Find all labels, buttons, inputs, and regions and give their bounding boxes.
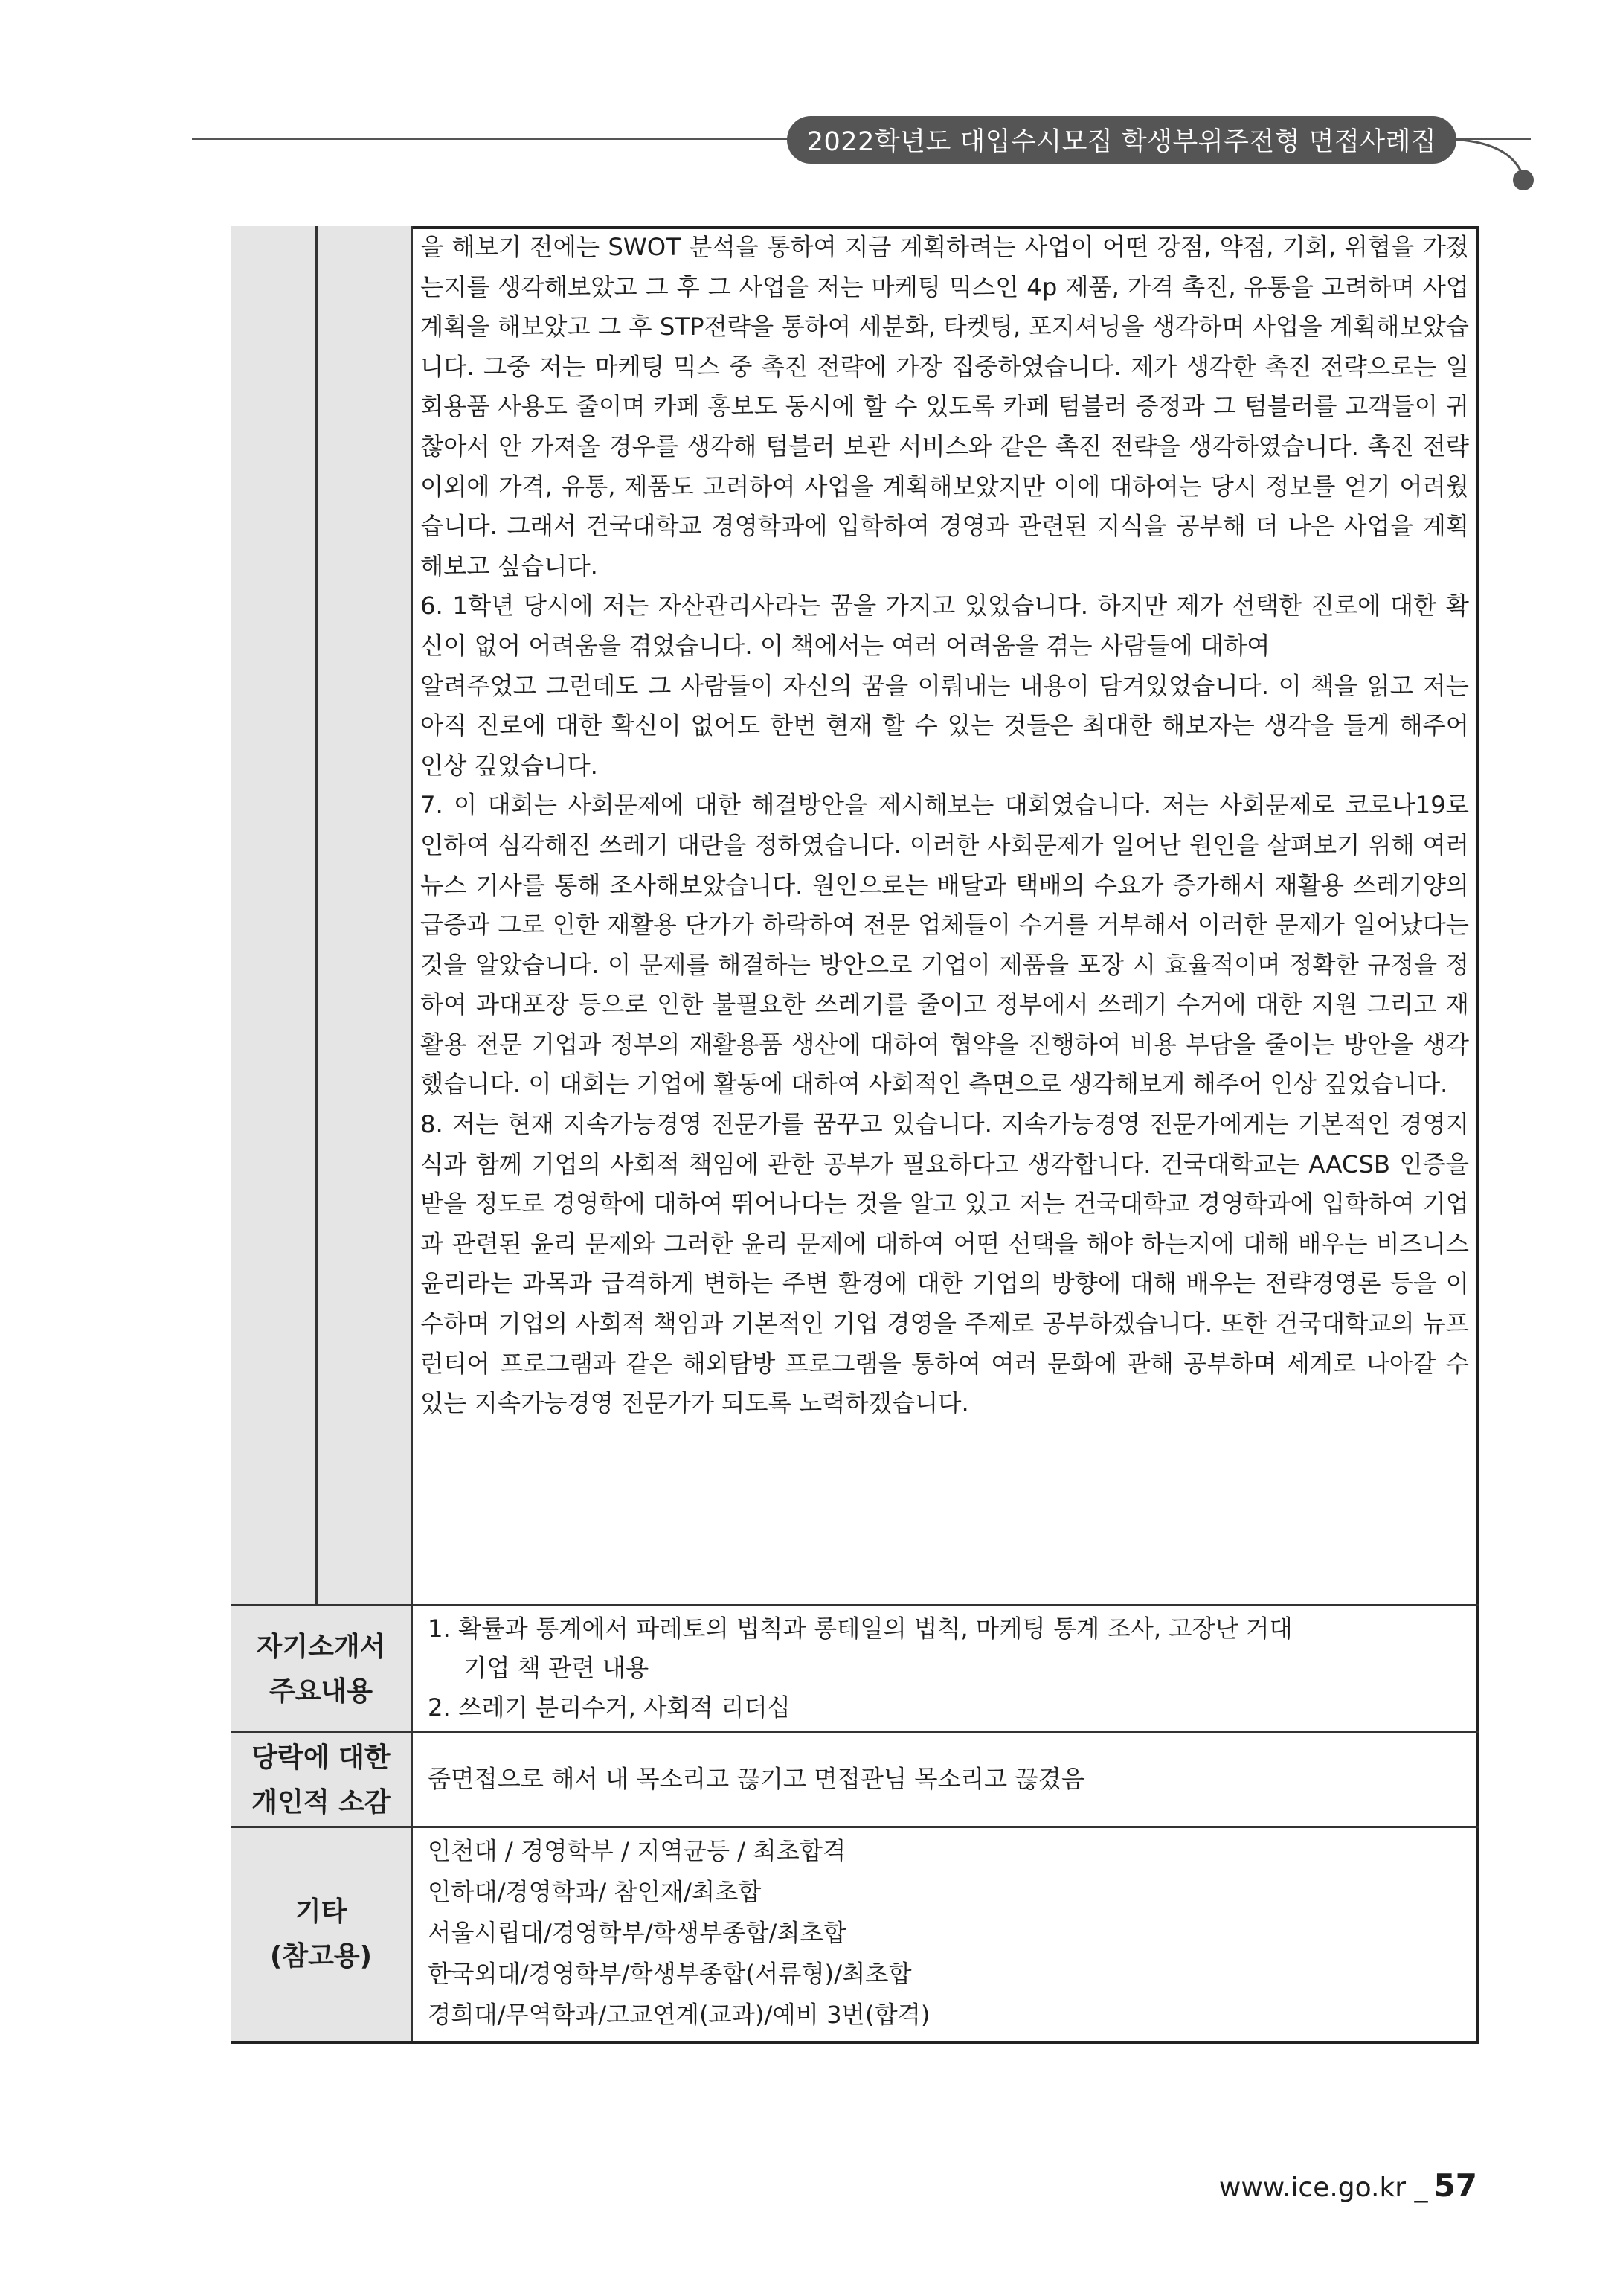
opinion-text: 줌면접으로 해서 내 목소리고 끊기고 면접관님 목소리고 끊겼음 (428, 1765, 1085, 1793)
self-intro-label (231, 1604, 413, 1732)
other-line: 인천대 / 경영학부 / 지역균등 / 최초합격 (428, 1837, 846, 1865)
answer-paragraph: 알려주었고 그런데도 그 사람들이 자신의 꿈을 이뤄내는 내용이 담겨있었습니다. 이 책을 읽고 저는 아직 진로에 대한 확신이 없어도 한번 현재 할 수 있는 것들은 최대한 해보자는 생각을 들게 해주어 인상 깊었습니다. (420, 671, 1469, 780)
other-content (428, 1831, 930, 2036)
answer-paragraph: 7. 이 대회는 사회문제에 대한 해결방안을 제시해보는 대회였습니다. 저는 사회문제로 코로나19로 인하여 심각해진 쓰레기 대란을 정하였습니다. 이러한 사회문제가 일어난 원인을 살펴보기 위해 여러 뉴스 기사를 통해 조사해보았습니다. 원인으로는 배달과 택배의 수요가 증가해서 재활용 쓰레기양의 급증과 그로 인한 재활용 단가가 하락하여 전문 업체들이 수거를 거부해서 이러한 문제가 일어났다는 것을 알았습니다. 이 문제를 해결하는 방안으로 기업이 제품을 포장 시 효율적이며 정확한 규정을 정하여 과대포장 등으로 인한 불필요한 쓰레기를 줄이고 정부에서 쓰레기 수거에 대한 지원 그리고 재활용 전문 기업과 정부의 재활용품 생산에 대하여 협약을 진행하여 비용 부담을 줄이는 방안을 생각했습니다. 이 대회는 기업에 활동에 대하여 사회적인 측면으로 생각해보게 해주어 인상 깊었습니다. (420, 791, 1469, 1099)
other-label-line2: (참고용) (269, 1941, 373, 1972)
opinion-label (231, 1731, 413, 1827)
opinion-label-line2: 개인적 소감 (251, 1786, 391, 1818)
self-intro-item2: 2. 쓰레기 분리수거, 사회적 리더십 (428, 1693, 791, 1722)
self-intro-item1: 1. 확률과 통계에서 파레토의 법칙과 롱테일의 법칙, 마케팅 통계 조사, 고장난 거대 (428, 1614, 1293, 1643)
footer-url: www.ice.go.kr _ (1218, 2172, 1428, 2203)
other-label (231, 1826, 413, 2041)
answer-paragraph: 6. 1학년 당시에 저는 자산관리사라는 꿈을 가지고 있었습니다. 하지만 제가 선택한 진로에 대한 확신이 없어 어려움을 겪었습니다. 이 책에서는 여러 어려움을 겪는 사람들에 대하여 (420, 591, 1469, 660)
self-intro-label-line1: 자기소개서 (256, 1631, 386, 1662)
table-label-column (231, 226, 318, 1606)
other-line: 서울시립대/경영학부/학생부종합/최초합 (428, 1919, 847, 1947)
answer-paragraph: 을 해보기 전에는 SWOT 분석을 통하여 지금 계획하려는 사업이 어떤 강점, 약점, 기회, 위협을 가졌는지를 생각해보았고 그 후 그 사업을 저는 마케팅 믹스인 4p 제품, 가격 촉진, 유통을 고려하며 사업계획을 해보았고 그 후 STP전략을 통하여 세분화, 타켓팅, 포지셔닝을 생각하며 사업을 계획해보았습니다. 그중 저는 마케팅 믹스 중 촉진 전략에 가장 집중하였습니다. 제가 생각한 촉진 전략으로는 일회용품 사용도 줄이며 카페 홍보도 동시에 할 수 있도록 카페 텀블러 증정과 그 텀블러를 고객들이 귀찮아서 안 가져올 경우를 생각해 텀블러 보관 서비스와 같은 촉진 전략을 생각하였습니다. 촉진 전략 이외에 가격, 유통, 제품도 고려하여 사업을 계획해보았지만 이에 대하여는 당시 정보를 얻기 어려웠습니다. 그래서 건국대학교 경영학과에 입학하여 경영과 관련된 지식을 공부해 더 나은 사업을 계획해보고 싶습니다. (420, 233, 1469, 580)
other-line: 한국외대/경영학부/학생부종합(서류형)/최초합 (428, 1960, 912, 1988)
opinion-label-line1: 당락에 대한 (251, 1742, 391, 1773)
answer-text (420, 228, 1469, 1424)
header-title: 2022학년도 대입수시모집 학생부위주전형 면접사례집 (787, 116, 1456, 164)
self-intro-item1-cont: 기업 책 관련 내용 (463, 1654, 649, 1682)
page-number: 57 (1433, 2167, 1477, 2204)
row-divider (231, 1826, 1479, 1828)
opinion-content (428, 1760, 1084, 1799)
other-line: 인하대/경영학과/ 참인재/최초합 (428, 1878, 762, 1906)
answer-paragraph: 8. 저는 현재 지속가능경영 전문가를 꿈꾸고 있습니다. 지속가능경영 전문가에게는 기본적인 경영지식과 함께 기업의 사회적 책임에 관한 공부가 필요하다고 생각합니다. 건국대학교는 AACSB 인증을 받을 정도로 경영학에 대하여 뛰어나다는 것을 알고 있고 저는 건국대학교 경영학과에 입학하여 기업과 관련된 윤리 문제와 그러한 윤리 문제에 대하여 어떤 선택을 해야 하는지에 대해 배우는 비즈니스 윤리라는 과목과 급격하게 변하는 주변 환경에 대한 기업의 방향에 대해 배우는 전략경영론 등을 이수하며 기업의 사회적 책임과 기본적인 기업 경영을 주제로 공부하겠습니다. 또한 건국대학교의 뉴프런티어 프로그램과 같은 해외탐방 프로그램을 통하여 여러 문화에 관해 공부하며 세계로 나아갈 수 있는 지속가능경영 전문가가 되도록 노력하겠습니다. (420, 1110, 1469, 1418)
row-divider (231, 1604, 1479, 1606)
self-intro-content (428, 1609, 1293, 1728)
other-line: 경희대/무역학과/고교연계(교과)/예비 3번(합격) (428, 2001, 931, 2029)
page-footer (1219, 2167, 1477, 2204)
row-divider (231, 1731, 1479, 1733)
other-label-line1: 기타 (295, 1896, 347, 1927)
self-intro-label-line2: 주요내용 (269, 1675, 373, 1707)
table-sublabel-column (318, 226, 413, 1606)
